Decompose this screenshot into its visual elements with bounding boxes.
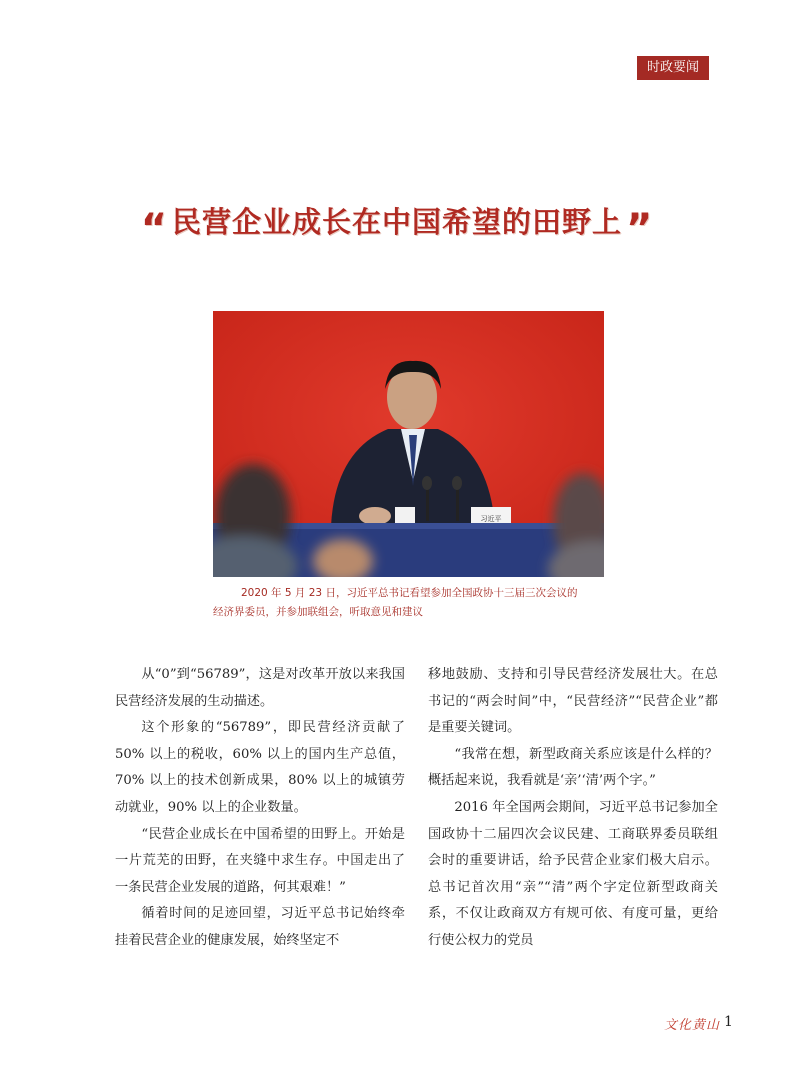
headline-close-quote: ” (626, 206, 654, 252)
paragraph: 这个形象的“56789”，即民营经济贡献了 50% 以上的税收，60% 以上的国内生产总值，70% 以上的技术创新成果，80% 以上的城镇劳动就业，90% 以上的企业数量。 (115, 720, 405, 815)
caption-line-2: 经济界委员，并参加联组会，听取意见和建议 (213, 606, 423, 618)
article-column-right (428, 662, 718, 955)
paragraph: “民营企业成长在中国希望的田野上。开始是一片荒芜的田野，在夹缝中求生存。中国走出了一条民营企业发展的道路，何其艰难！” (115, 826, 405, 895)
paragraph: 2016 年全国两会期间，习近平总书记参加全国政协十二届四次会议民建、工商联界委员联组会时的重要讲话，给予民营企业家们极大启示。总书记首次用“亲”“清”两个字定位新型政商关系，不仅让政商双方有规可依、有度可量，更给行使公权力的党员 (428, 799, 718, 948)
page-number: 1 (724, 1014, 733, 1030)
section-tag: 时政要闻 (637, 56, 709, 80)
name-card-text: 习近平 (480, 515, 502, 523)
article-headline (0, 200, 794, 252)
news-photo (213, 311, 604, 577)
photo-icon (213, 311, 604, 577)
headline-text: 民营企业成长在中国希望的田野上 (171, 205, 622, 239)
photo-caption (213, 584, 633, 622)
caption-line-1: 2020 年 5 月 23 日，习近平总书记看望参加全国政协十三届三次会议的 (241, 587, 578, 599)
magazine-brand: 文化黄山 (664, 1018, 721, 1033)
article-column-left (115, 662, 405, 955)
headline-open-quote: “ (140, 206, 168, 252)
paragraph: 循着时间的足迹回望，习近平总书记始终牵挂着民营企业的健康发展，始终坚定不 (115, 906, 405, 948)
paragraph: 从“0”到“56789”，这是对改革开放以来我国民营经济发展的生动描述。 (115, 667, 405, 709)
paragraph-continuation: 移地鼓励、支持和引导民营经济发展壮大。在总书记的“两会时间”中，“民营经济”“民营企业”都是重要关键词。 (428, 667, 718, 736)
paragraph: “我常在想，新型政商关系应该是什么样的？概括起来说，我看就是‘亲’‘清’两个字。” (428, 746, 718, 789)
